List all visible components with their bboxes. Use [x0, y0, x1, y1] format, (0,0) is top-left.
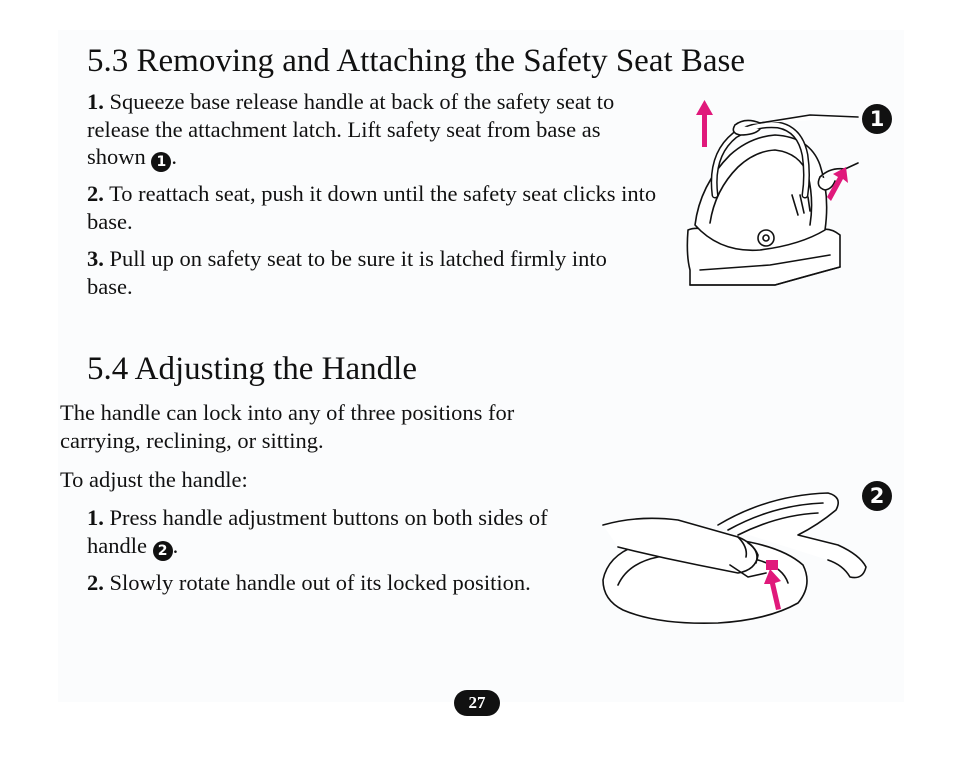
step-text: Pull up on safety seat to be sure it is latched firmly into base. [87, 246, 607, 299]
figure-2-label: 2 [862, 481, 892, 511]
figure-1-reference-icon: 1 [151, 152, 171, 172]
step-text: To reattach seat, push it down until the safety seat clicks into base. [87, 181, 657, 234]
figure-2-reference-icon: 2 [153, 541, 173, 561]
step-5-3-1 [87, 88, 657, 172]
step-text: Squeeze base release handle at back of the safety seat to release the attachment latch. Lift safety seat from base as shown [87, 89, 615, 169]
step-text: Slowly rotate handle out of its locked position. [109, 570, 531, 595]
step-5-3-2 [87, 180, 657, 235]
step-text-end: . [171, 144, 178, 169]
handle-button-icon [766, 560, 778, 570]
step-number: 3. [87, 246, 104, 271]
step-number: 2. [87, 181, 104, 206]
page-number-badge: 27 [454, 690, 500, 716]
step-5-4-2 [87, 569, 567, 597]
handle-lead: To adjust the handle: [60, 467, 248, 492]
step-number: 2. [87, 570, 104, 595]
handle-adjust-illustration [598, 485, 870, 625]
handle-intro: The handle can lock into any of three positions for carrying, reclining, or sitting. [60, 400, 515, 453]
section-5-3-title: 5.3 Removing and Attaching the Safety Seat Base [87, 43, 746, 79]
seat-base-illustration [680, 95, 860, 295]
step-5-4-1 [87, 504, 567, 561]
step-text: Press handle adjustment buttons on both sides of handle [87, 505, 548, 558]
step-number: 1. [87, 505, 104, 530]
step-text-end: . [172, 532, 179, 558]
step-number: 1. [87, 89, 104, 114]
section-5-4-title: 5.4 Adjusting the Handle [87, 351, 417, 387]
figure-1-label: 1 [862, 104, 892, 134]
step-5-3-3 [87, 245, 617, 300]
